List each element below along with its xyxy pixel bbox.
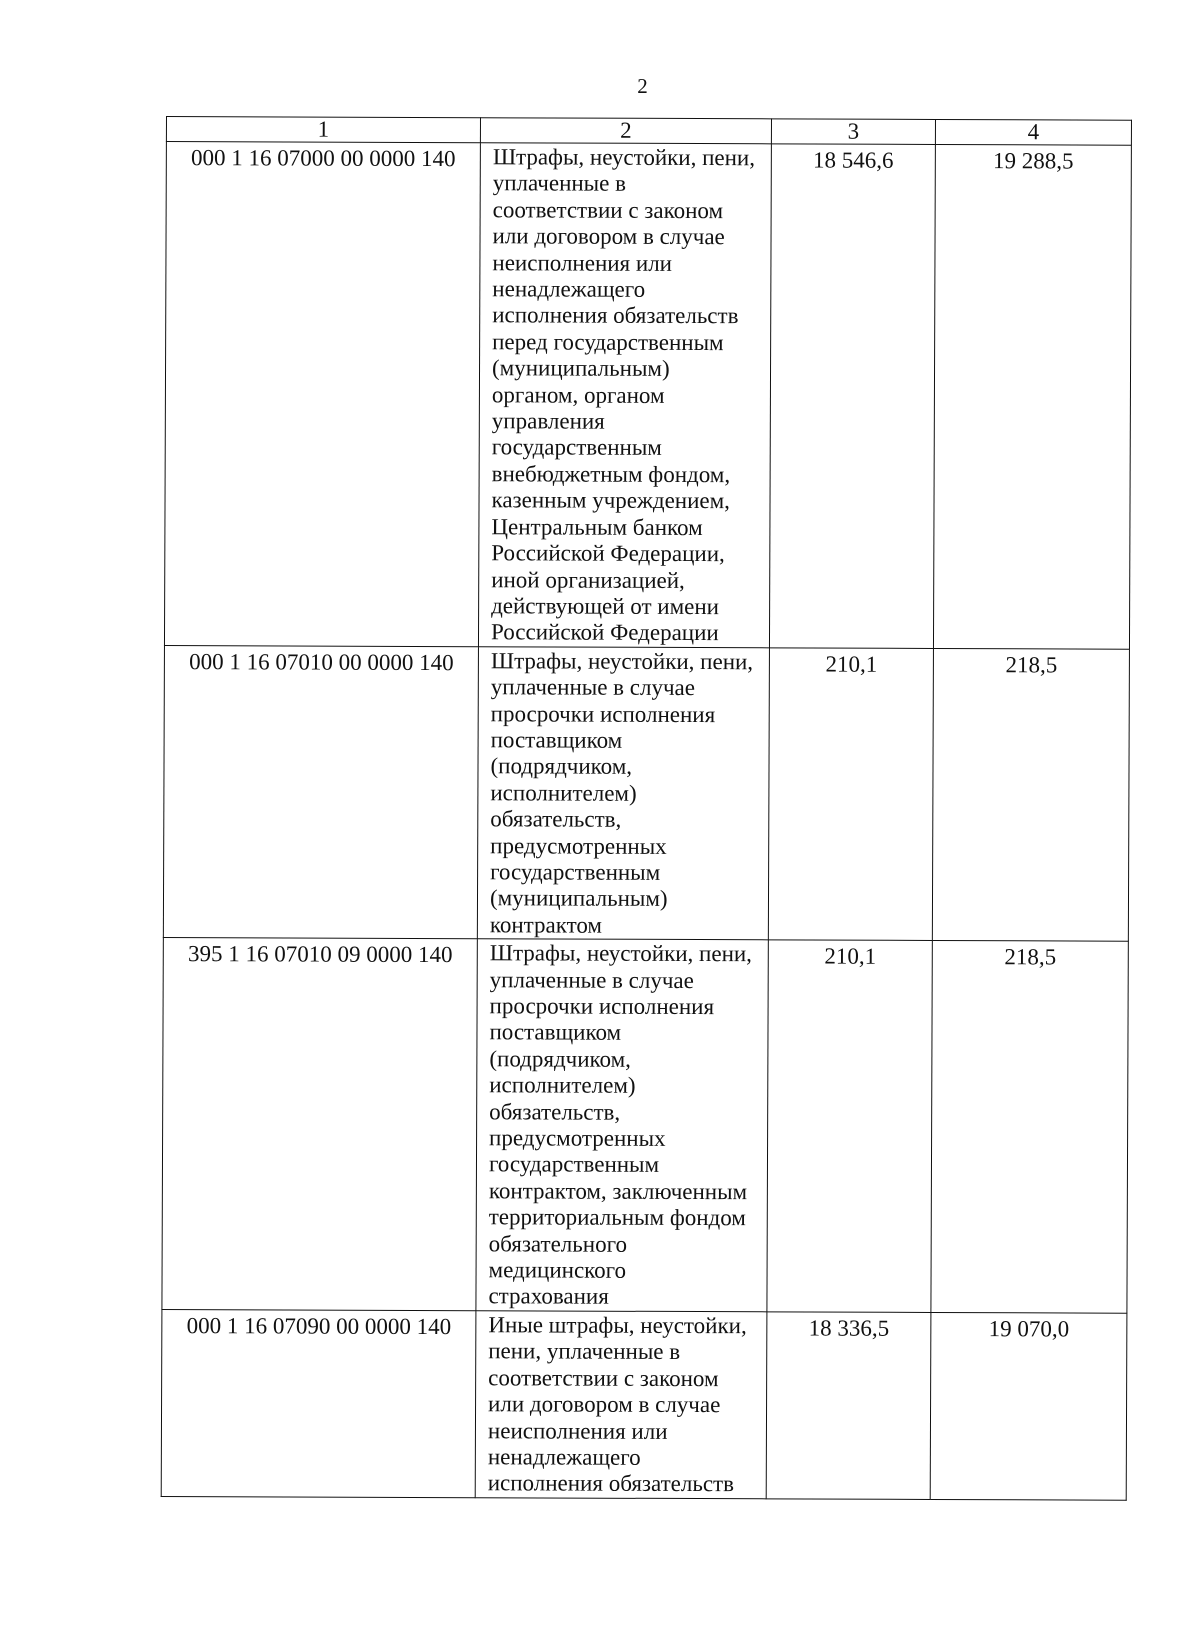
- column-header-2: 2: [480, 118, 771, 144]
- revenue-name-line: соответствии с законом: [488, 1364, 719, 1391]
- value-col-3-cell: [767, 940, 932, 1312]
- revenue-name-cell: [476, 939, 768, 1312]
- value-col-4-cell: [930, 1312, 1127, 1500]
- column-header-1: 1: [166, 117, 480, 143]
- value-col-4-cell: [933, 144, 1131, 648]
- value-col-3-cell: [769, 144, 935, 648]
- revenue-name-line: территориальным фондом: [488, 1204, 746, 1231]
- revenue-name-line: поставщиком: [490, 727, 623, 753]
- revenue-name-line: органом, органом: [491, 381, 665, 408]
- revenue-name-line: уплаченные в: [492, 170, 627, 197]
- revenue-name-line: уплаченные в случае: [490, 674, 696, 701]
- table-row: [164, 142, 1131, 649]
- revenue-name-cell: [477, 646, 769, 940]
- revenue-name-line: (подрядчиком,: [489, 1046, 631, 1072]
- revenue-name-line: Штрафы, неустойки, пени,: [492, 144, 756, 171]
- value-col-4: 19 070,0: [988, 1316, 1070, 1342]
- revenue-name-line: пени, уплаченные в: [488, 1338, 681, 1365]
- revenue-code: 000 1 16 07090 00 0000 140: [186, 1312, 452, 1339]
- revenue-name-line: управления: [491, 408, 605, 434]
- revenue-name-line: действующей от имени: [491, 593, 720, 620]
- revenue-name-line: уплаченные в случае: [489, 966, 694, 993]
- revenue-code: 395 1 16 07010 09 0000 140: [187, 941, 453, 968]
- revenue-name-line: иной организацией,: [491, 566, 685, 593]
- revenue-code-cell: [164, 142, 480, 647]
- table-row: [163, 645, 1129, 941]
- revenue-name-line: (муниципальным): [491, 355, 670, 382]
- revenue-name-line: Российской Федерации: [490, 619, 719, 646]
- revenue-name-line: обязательного: [488, 1230, 628, 1257]
- value-col-3-cell: [766, 1312, 931, 1499]
- revenue-name-line: Иные штрафы, неустойки,: [488, 1312, 747, 1339]
- revenue-name-line: ненадлежащего: [487, 1444, 641, 1470]
- revenue-code-cell: [162, 938, 477, 1311]
- revenue-name-line: Российской Федерации,: [491, 540, 725, 567]
- revenue-name-line: исполнителем): [490, 780, 637, 806]
- revenue-name-line: страхования: [488, 1283, 609, 1310]
- revenue-name-line: внебюджетным фондом,: [491, 461, 731, 488]
- revenue-code-cell: [161, 1309, 476, 1497]
- revenue-name-line: казенным учреждением,: [491, 487, 730, 514]
- revenue-name-line: или договором в случае: [492, 223, 725, 250]
- value-col-3: 210,1: [825, 651, 878, 677]
- revenue-name-line: (подрядчиком,: [490, 753, 633, 780]
- value-col-4: 218,5: [1004, 944, 1057, 970]
- revenue-name-line: предусмотренных: [489, 1125, 666, 1151]
- value-col-4-cell: [932, 648, 1129, 941]
- revenue-name-line: исполнения обязательств: [487, 1470, 735, 1497]
- table-header-row: [166, 117, 1131, 146]
- revenue-name-line: государственным: [491, 434, 662, 461]
- column-header-4: 4: [935, 119, 1131, 145]
- revenue-name-line: Штрафы, неустойки, пени,: [490, 647, 754, 674]
- revenue-name-line: предусмотренных: [490, 832, 667, 859]
- revenue-name-line: обязательств,: [490, 806, 622, 832]
- revenue-name-line: государственным: [490, 859, 661, 885]
- revenue-name-line: неисполнения или: [492, 249, 673, 276]
- value-col-4-cell: [931, 941, 1128, 1313]
- revenue-name-line: исполнителем): [489, 1072, 636, 1099]
- table-row: [161, 1309, 1127, 1500]
- revenue-name-line: медицинского: [488, 1257, 627, 1283]
- revenue-name-line: поставщиком: [489, 1019, 622, 1046]
- value-col-3: 18 546,6: [813, 147, 894, 173]
- revenue-code-cell: [163, 645, 478, 939]
- revenue-name-line: контрактом, заключенным: [488, 1178, 748, 1205]
- budget-revenue-table: [161, 116, 1132, 1500]
- revenue-name-cell: [475, 1311, 767, 1499]
- revenue-name-line: неисполнения или: [487, 1417, 668, 1444]
- value-col-3: 210,1: [824, 943, 877, 969]
- revenue-name-line: Центральным банком: [491, 513, 703, 540]
- revenue-name-line: (муниципальным): [489, 885, 668, 912]
- value-col-3: 18 336,5: [808, 1315, 890, 1341]
- revenue-name-line: контрактом: [489, 912, 603, 938]
- value-col-3-cell: [768, 648, 933, 941]
- value-col-4: 19 288,5: [993, 148, 1074, 174]
- revenue-name-cell: [478, 143, 771, 648]
- revenue-name-line: просрочки исполнения: [490, 700, 716, 727]
- revenue-code: 000 1 16 07000 00 0000 140: [191, 145, 456, 172]
- revenue-name-line: ненадлежащего: [492, 276, 646, 302]
- table-row: [162, 938, 1128, 1313]
- revenue-name-line: исполнения обязательств: [492, 302, 739, 329]
- revenue-code: 000 1 16 07010 00 0000 140: [189, 648, 454, 675]
- revenue-name-line: просрочки исполнения: [489, 993, 715, 1020]
- column-header-3: 3: [771, 119, 935, 145]
- page-number: 2: [637, 74, 648, 98]
- revenue-name-line: Штрафы, неустойки, пени,: [489, 940, 753, 967]
- revenue-name-line: государственным: [488, 1151, 660, 1178]
- revenue-name-line: перед государственным: [492, 329, 724, 355]
- revenue-name-line: соответствии с законом: [492, 197, 724, 223]
- revenue-name-line: обязательств,: [489, 1098, 621, 1125]
- value-col-4: 218,5: [1005, 651, 1058, 678]
- revenue-name-line: или договором в случае: [488, 1391, 721, 1418]
